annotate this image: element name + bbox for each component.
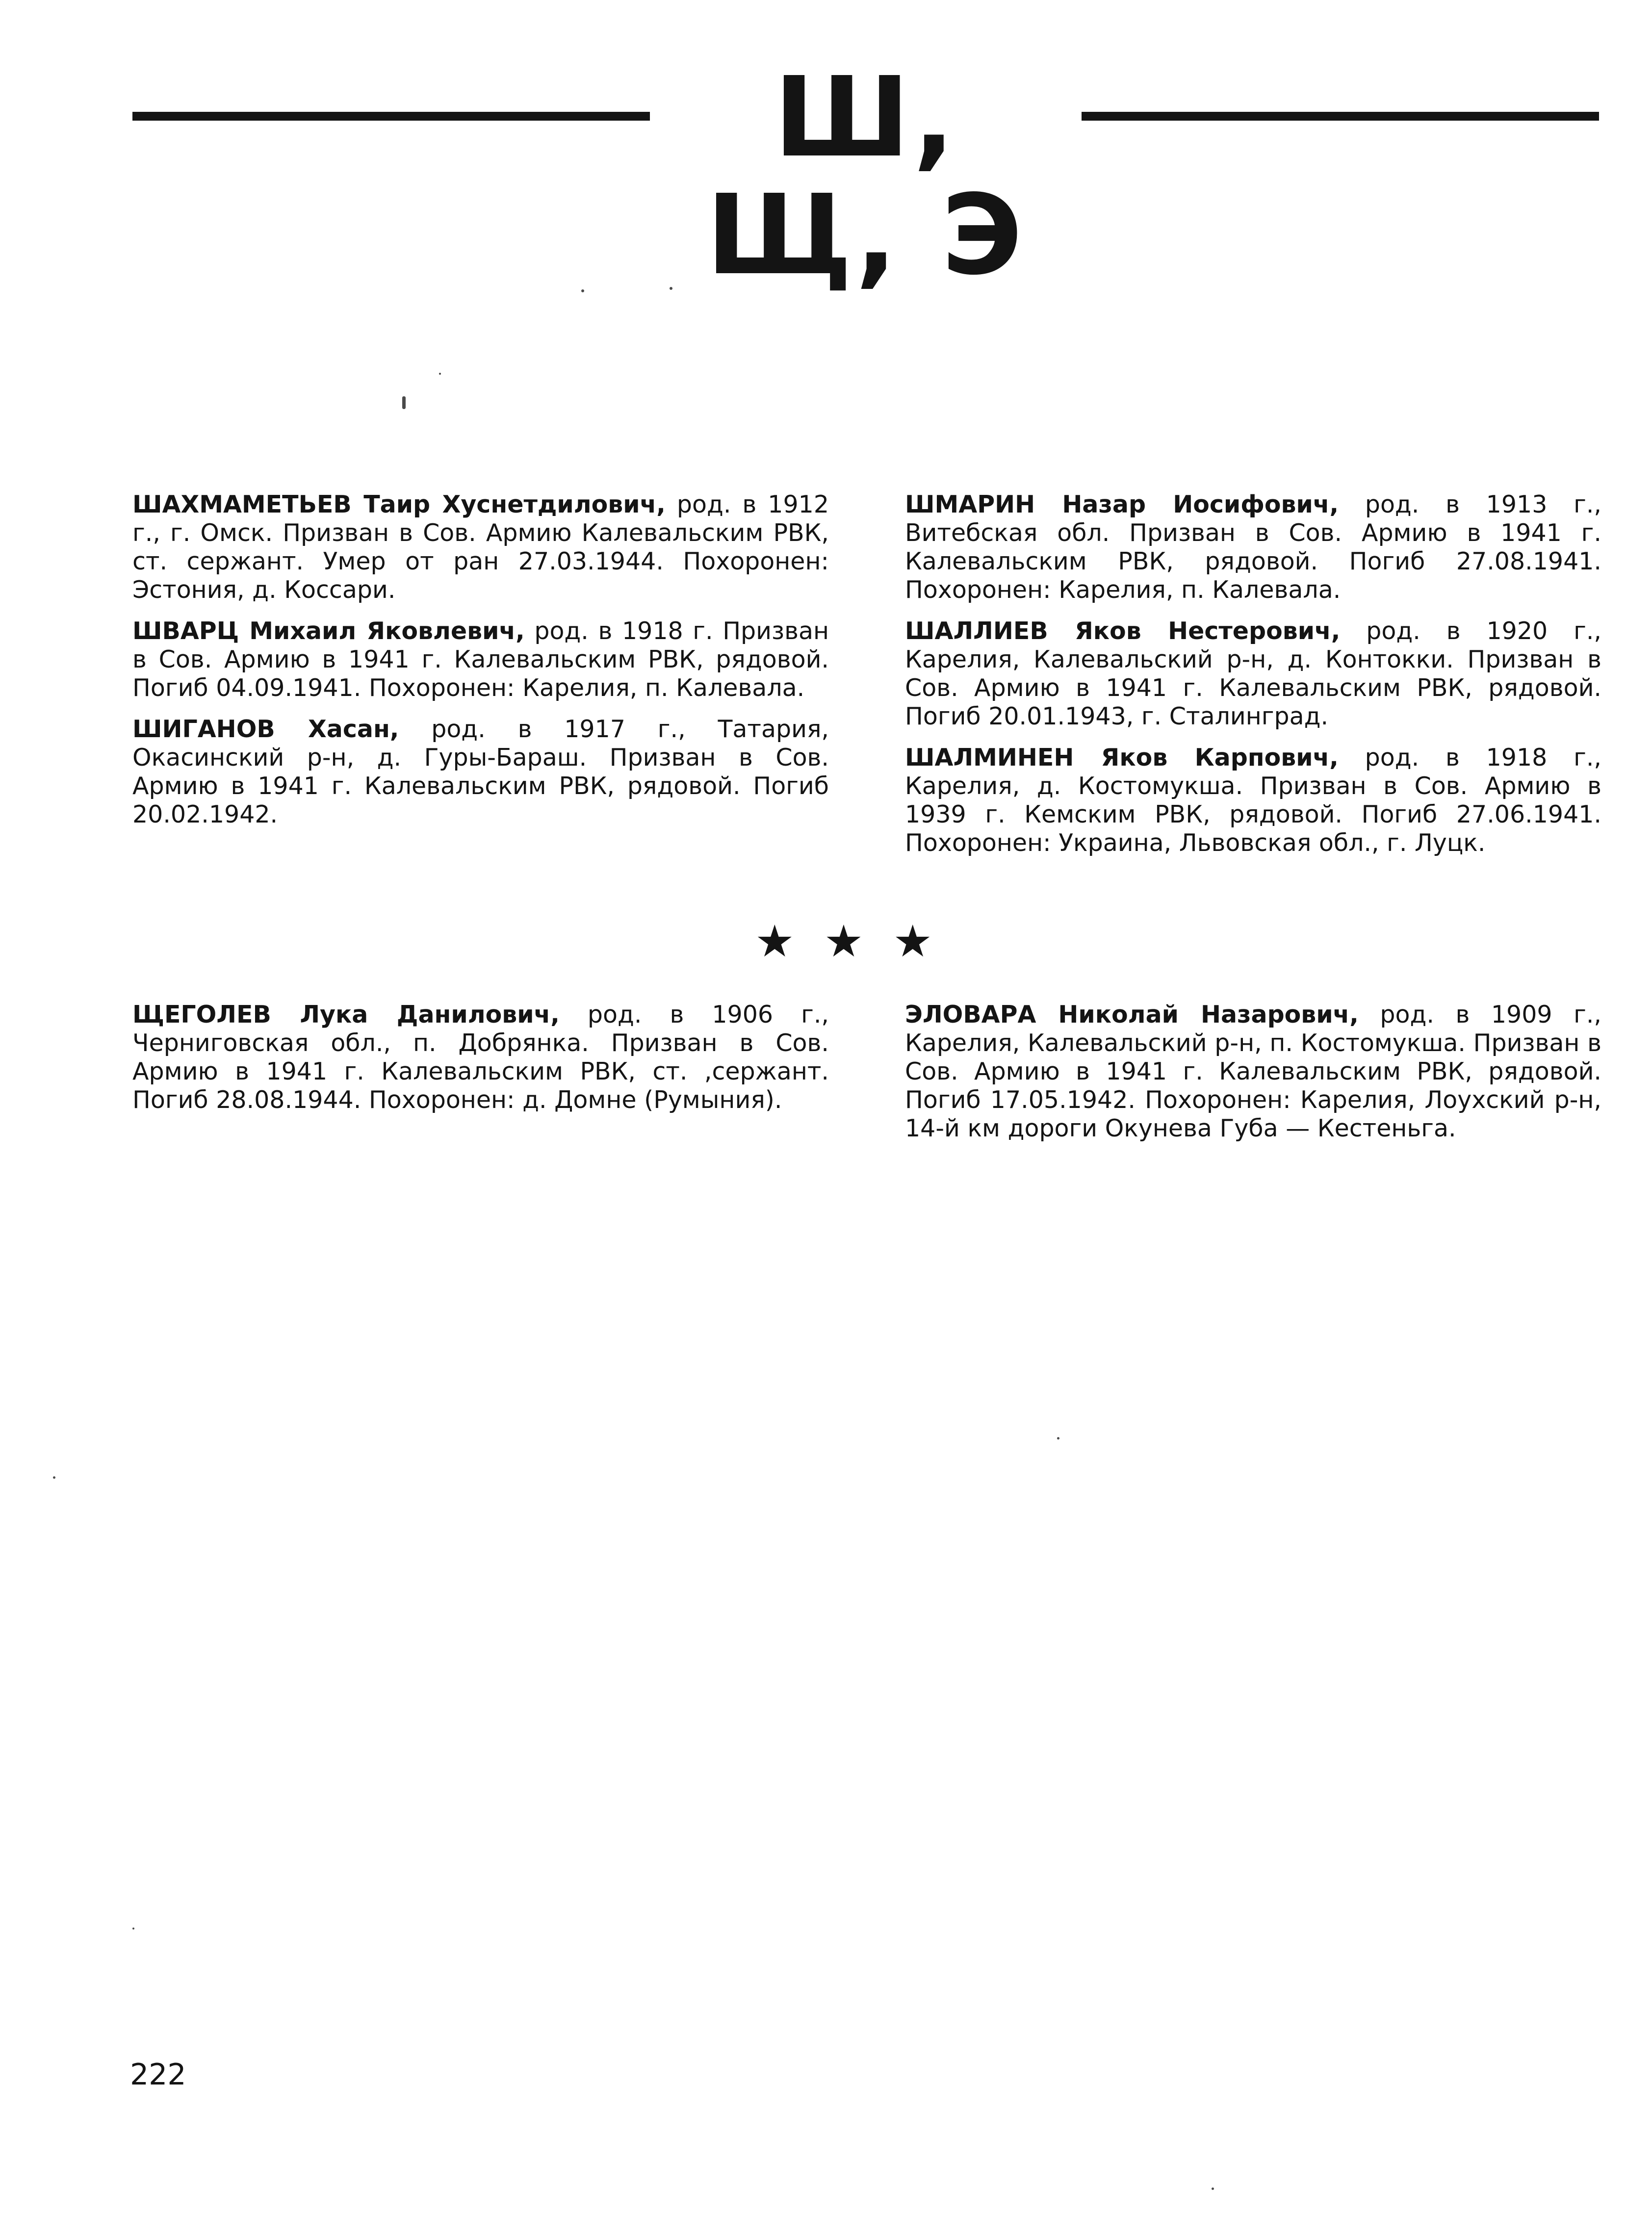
biography-entry <box>905 744 1601 857</box>
biography-entry <box>905 490 1601 604</box>
header-rule-left <box>132 112 650 121</box>
scan-speck <box>402 396 406 409</box>
scan-speck <box>53 1476 55 1479</box>
biography-entry <box>905 1001 1601 1143</box>
entry-text: род. в 1917 г., Татария, Окасинский р-н, д. Гуры-Бараш. Призван в Сов. Армию в 1941 г. Калевальским РВК, рядовой. Погиб 20.02.1942. <box>132 715 829 828</box>
entry-name: ЭЛОВАРА Николай Назарович, <box>905 1001 1359 1029</box>
scan-speck <box>439 373 441 375</box>
entry-name: ШМАРИН Назар Иосифович, <box>905 490 1339 518</box>
biography-entry <box>132 617 829 702</box>
biography-entry <box>132 1001 829 1114</box>
entry-name: ЩЕГОЛЕВ Лука Данилович, <box>132 1001 560 1029</box>
entry-name: ШАЛЛИЕВ Яков Нестерович, <box>905 617 1341 645</box>
section1-right-column <box>905 490 1601 870</box>
section2-right-column <box>905 1001 1601 1156</box>
scan-speck <box>670 287 672 290</box>
entry-name: ШАЛМИНЕН Яков Карпович, <box>905 744 1339 772</box>
entry-name: ШВАРЦ Михаил Яковлевич, <box>132 617 525 645</box>
scan-speck <box>132 1928 134 1930</box>
entry-text: род. в 1906 г., Черниговская обл., п. Добрянка. Призван в Сов. Армию в 1941 г. Калевальским РВК, ст. ,сержант. Погиб 28.08.1944. Похоронен: д. Домне (Румыния). <box>132 1001 829 1114</box>
scan-speck <box>1212 2187 1214 2190</box>
section-header <box>132 53 1599 300</box>
header-rule-right <box>1082 112 1599 121</box>
entry-text: род. в 1913 г., Витебская обл. Призван в Сов. Армию в 1941 г. Калевальским РВК, рядовой. Погиб 27.08.1941. Похоронен: Карелия, п. Калевала. <box>905 490 1601 604</box>
scan-speck <box>581 289 584 292</box>
star-divider: ★★★ <box>754 916 962 967</box>
entry-text: род. в 1918 г., Карелия, д. Костомукша. Призван в Сов. Армию в 1939 г. Кемским РВК, рядовой. Погиб 27.06.1941. Похоронен: Украина, Львовская обл., г. Луцк. <box>905 744 1601 857</box>
entry-text: род. в 1920 г., Карелия, Калевальский р-н, д. Контокки. Призван в Сов. Армию в 1941 г. Калевальским РВК, рядовой. Погиб 20.01.1943, г. Сталинград. <box>905 617 1601 730</box>
biography-entry <box>905 617 1601 731</box>
entry-name: ШАХМАМЕТЬЕВ Таир Хуснетдилович, <box>132 490 666 518</box>
entry-name: ШИГАНОВ Хасан, <box>132 715 399 743</box>
section1-left-column <box>132 490 829 842</box>
entry-text: род. в 1912 г., г. Омск. Призван в Сов. Армию Калевальским РВК, ст. сержант. Умер от ран 27.03.1944. Похоронен: Эстония, д. Коссари. <box>132 490 829 604</box>
entry-text: род. в 1918 г. Призван в Сов. Армию в 1941 г. Калевальским РВК, рядовой. Погиб 04.09.1941. Похоронен: Карелия, п. Калевала. <box>132 617 829 702</box>
section-letters-title: Ш, Щ, Э <box>706 53 1026 300</box>
scan-speck <box>1057 1437 1059 1440</box>
page-number: 222 <box>130 2058 186 2092</box>
biography-entry <box>132 490 829 604</box>
section2-left-column <box>132 1001 829 1127</box>
biography-entry <box>132 715 829 829</box>
entry-text: род. в 1909 г., Карелия, Калевальский р-н, п. Костомукша. Призван в Сов. Армию в 1941 г. Калевальским РВК, рядовой. Погиб 17.05.1942. Похоронен: Карелия, Лоухский р-н, 14-й км дороги Окунева Губа — Кестеньга. <box>905 1001 1601 1142</box>
